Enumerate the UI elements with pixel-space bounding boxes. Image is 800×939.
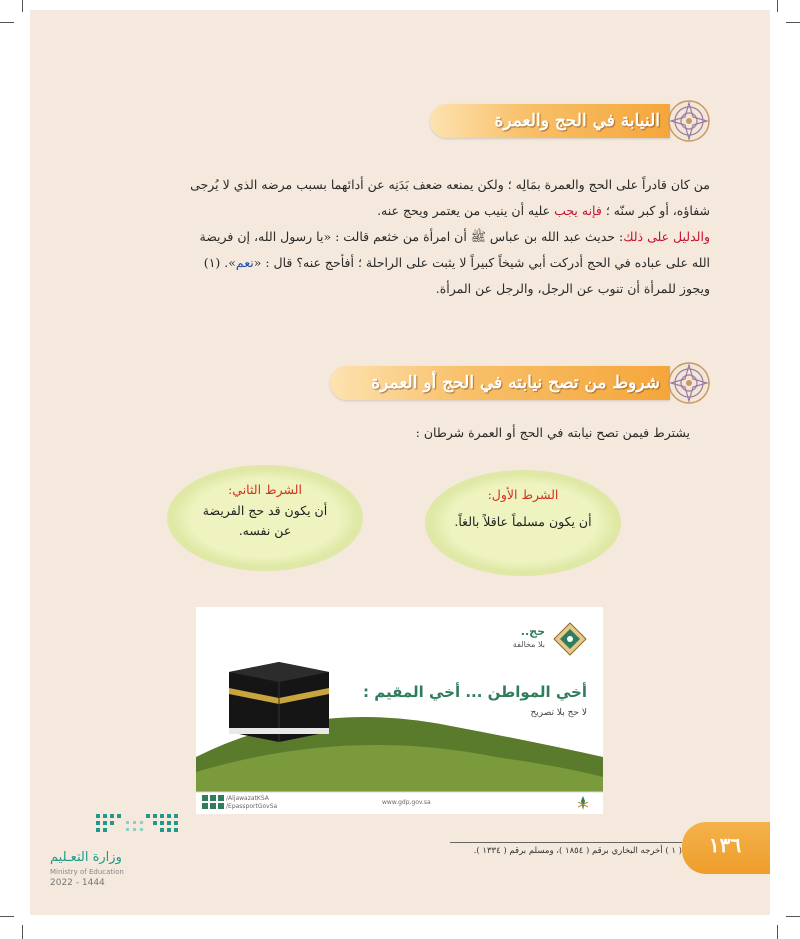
evidence-text: : حديث عبد الله بن عباس ﷺ أن امرأة من خثعم قالت : «يا رسول الله، إن فريضة <box>199 229 624 244</box>
emblem-icon <box>576 795 590 811</box>
rosette-ornament-icon <box>668 362 710 404</box>
crop-mark <box>777 0 778 12</box>
text-line: ويجوز للمرأة أن تنوب عن الرجل، والرجل عن المرأة. <box>435 281 710 296</box>
crop-mark <box>0 916 14 917</box>
social-handle: /AljawazatKSA <box>226 795 269 802</box>
section-title: شروط من تصح نيابته في الحج أو العمرة <box>371 373 660 393</box>
ad-subline: لا حج بلا تصريح <box>530 708 587 718</box>
quote-answer: نعم <box>235 255 254 270</box>
crop-mark <box>786 916 800 917</box>
ministry-name-ar: وزارة التعـليم <box>50 850 122 865</box>
condition-text: أن يكون قد حج الفريضة <box>202 503 328 518</box>
logo-text: حج.. <box>520 625 545 638</box>
ministry-name-en: Ministry of Education <box>50 868 124 876</box>
section-title: النيابة في الحج والعمرة <box>494 111 660 131</box>
crop-mark <box>22 0 23 12</box>
crop-mark <box>777 925 778 939</box>
text-line <box>120 198 710 224</box>
text-segment: الله على عباده في الحج أدركت أبي شيخاً كبيراً لا يثبت على الراحلة ؛ أفأحج عنه؟ قال : « <box>253 255 710 270</box>
section-heading-conditions <box>330 362 710 402</box>
page-number: ١٣٦ <box>708 833 742 857</box>
condition-oval-first <box>428 473 618 573</box>
condition-title: الشرط الأول: <box>487 487 559 502</box>
footnote-ref: ». (١) <box>203 255 236 270</box>
condition-oval-second <box>170 468 360 568</box>
ministry-dots-icon <box>96 812 186 834</box>
condition-title: الشرط الثاني: <box>228 482 302 497</box>
conditions-intro: يشترط فيمن تصح نيابته في الحج أو العمرة شرطان : <box>415 425 690 440</box>
hajj-logo-icon <box>553 622 587 656</box>
logo-subtext: بلا مخالفة <box>512 640 545 649</box>
emphasis-text: فإنه يجب <box>554 203 602 218</box>
footnote-divider <box>450 842 682 843</box>
social-handle: /EpassportGovSa <box>226 803 278 810</box>
kaaba-icon <box>224 652 334 742</box>
rosette-ornament-icon <box>668 100 710 142</box>
social-icons <box>202 795 224 809</box>
text-line: من كان قادراً على الحج والعمرة بمَالِه ؛ ولكن يمنعه ضعف بَدَنِه عن أدائهما بسبب مرضه الذي لا يُرجى <box>190 177 710 192</box>
ministry-year: 2022 - 1444 <box>50 878 105 888</box>
text-segment: عليه أن ينيب من يعتمر ويحج عنه. <box>377 203 555 218</box>
website-link: www.gdp.gov.sa <box>382 799 431 806</box>
ministry-logo <box>50 812 190 892</box>
proxy-paragraph <box>120 172 710 302</box>
hajj-permit-advert <box>196 607 603 814</box>
text-line <box>120 250 710 276</box>
condition-text: أن يكون مسلماً عاقلاً بالغاً. <box>454 514 592 529</box>
evidence-label: والدليل على ذلك <box>623 229 710 244</box>
crop-mark <box>22 925 23 939</box>
footnote: ( ١ ) أخرجه البخاري برقم ( ١٨٥٤ )، ومسلم برقم ( ١٣٣٤ ). <box>473 846 682 856</box>
condition-text: عن نفسه. <box>238 523 292 538</box>
ad-headline: أخي المواطن ... أخي المقيم : <box>363 683 587 701</box>
crop-mark <box>0 22 14 23</box>
section-heading-proxy <box>430 100 710 140</box>
text-segment: شفاؤه، أو كبر سنّه ؛ <box>601 203 710 218</box>
text-line <box>120 224 710 250</box>
crop-mark <box>786 22 800 23</box>
